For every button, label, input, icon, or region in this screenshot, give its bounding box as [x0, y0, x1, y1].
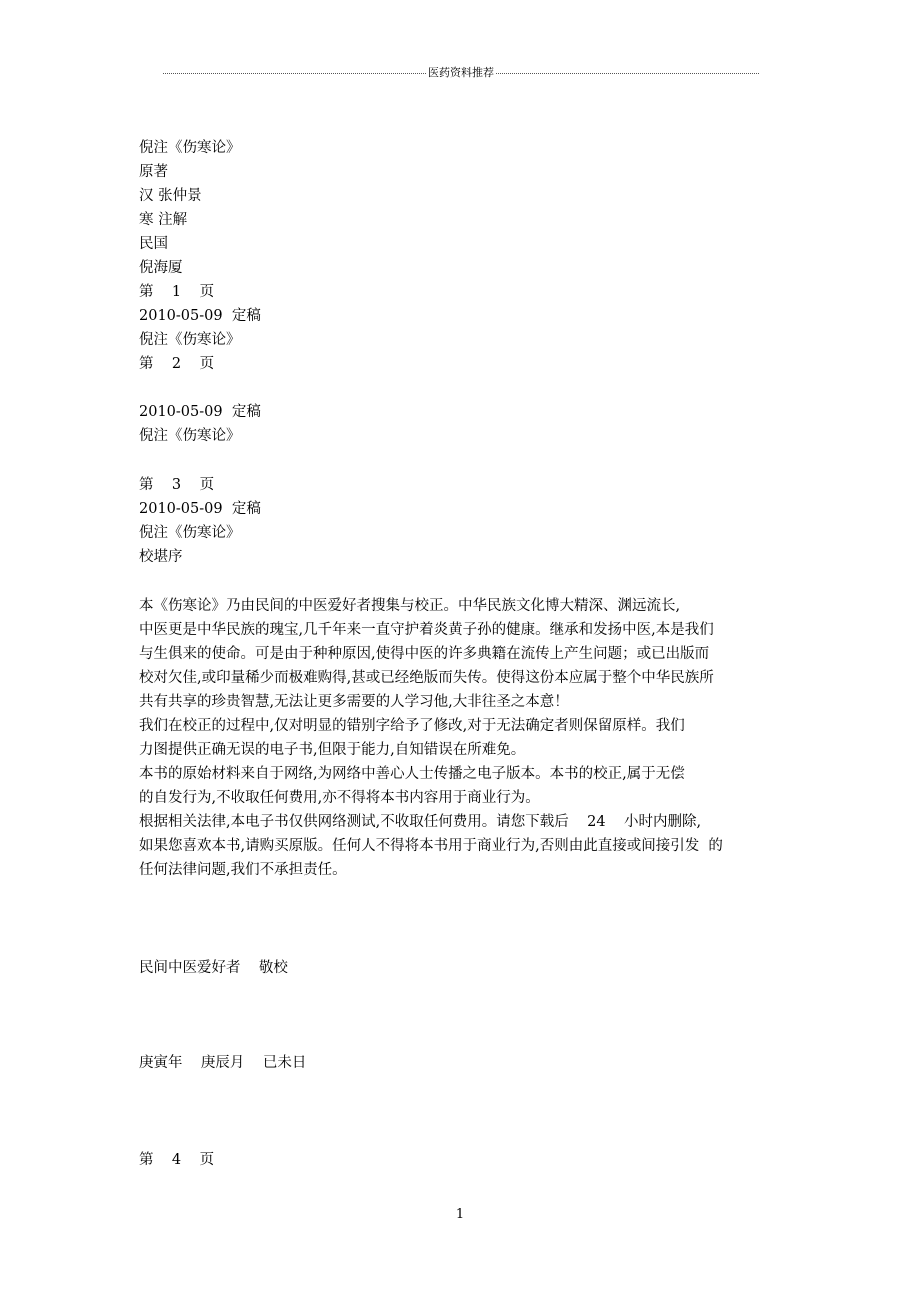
text-line: 民国: [139, 236, 168, 252]
text-line: 第 3 页: [139, 477, 215, 493]
paragraph-line: 根据相关法律,本电子书仅供网络测试,不收取任何费用。请您下载后 24 小时内删除,: [139, 814, 702, 830]
date-line: 庚寅年 庚辰月 已未日: [139, 1055, 307, 1071]
text-line: 原著: [139, 164, 168, 180]
paragraph-line: 校对欠佳,或印量稀少而极难购得,甚或已经绝版而失传。使得这份本应属于整个中华民族所: [139, 670, 714, 686]
header-dots-left: [163, 73, 426, 74]
paragraph-line: 本《伤寒论》乃由民间的中医爱好者搜集与校正。中华民族文化博大精深、渊远流长,: [139, 598, 681, 614]
text-line: 倪注《伤寒论》: [139, 428, 241, 444]
text-line: 2010-05-09 定稿: [139, 404, 261, 420]
page-number: 1: [455, 1207, 465, 1222]
paragraph-line: 力图提供正确无误的电子书,但限于能力,自知错误在所难免。: [139, 742, 526, 758]
paragraph-line: 共有共享的珍贵智慧,无法让更多需要的人学习他,大非往圣之本意！: [139, 694, 569, 710]
text-line: 倪注《伤寒论》: [139, 140, 241, 156]
text-line: 2010-05-09 定稿: [139, 308, 261, 324]
text-line: 倪注《伤寒论》: [139, 525, 241, 541]
paragraph-line: 中医更是中华民族的瑰宝,几千年来一直守护着炎黄子孙的健康。继承和发扬中医,本是我们: [139, 622, 714, 638]
text-line: 校堪序: [139, 549, 183, 565]
text-line: 第 1 页: [139, 284, 215, 300]
header-text: 医药资料推荐: [428, 66, 494, 79]
header-dots-right: [496, 73, 759, 74]
paragraph-line: 我们在校正的过程中,仅对明显的错别字给予了修改,对于无法确定者则保留原样。我们: [139, 718, 685, 734]
signature-line: 民间中医爱好者 敬校: [139, 960, 288, 976]
text-line: 汉 张仲景: [139, 188, 202, 204]
text-line: 第 2 页: [139, 356, 215, 372]
paragraph-line: 的自发行为,不收取任何费用,亦不得将本书内容用于商业行为。: [139, 790, 540, 806]
paragraph-line: 与生俱来的使命。可是由于种种原因,使得中医的许多典籍在流传上产生问题；或已出版而: [139, 646, 710, 662]
text-line: 倪海厦: [139, 260, 183, 276]
paragraph-line: 如果您喜欢本书,请购买原版。任何人不得将本书用于商业行为,否则由此直接或间接引发 的: [139, 838, 723, 854]
paragraph-line: 本书的原始材料来自于网络,为网络中善心人士传播之电子版本。本书的校正,属于无偿: [139, 766, 685, 782]
page-header: [163, 63, 759, 81]
text-line: 倪注《伤寒论》: [139, 332, 241, 348]
text-line: 2010-05-09 定稿: [139, 501, 261, 517]
text-line: 寒 注解: [139, 212, 188, 228]
text-line: 第 4 页: [139, 1152, 215, 1168]
paragraph-line: 任何法律问题,我们不承担责任。: [139, 862, 347, 878]
